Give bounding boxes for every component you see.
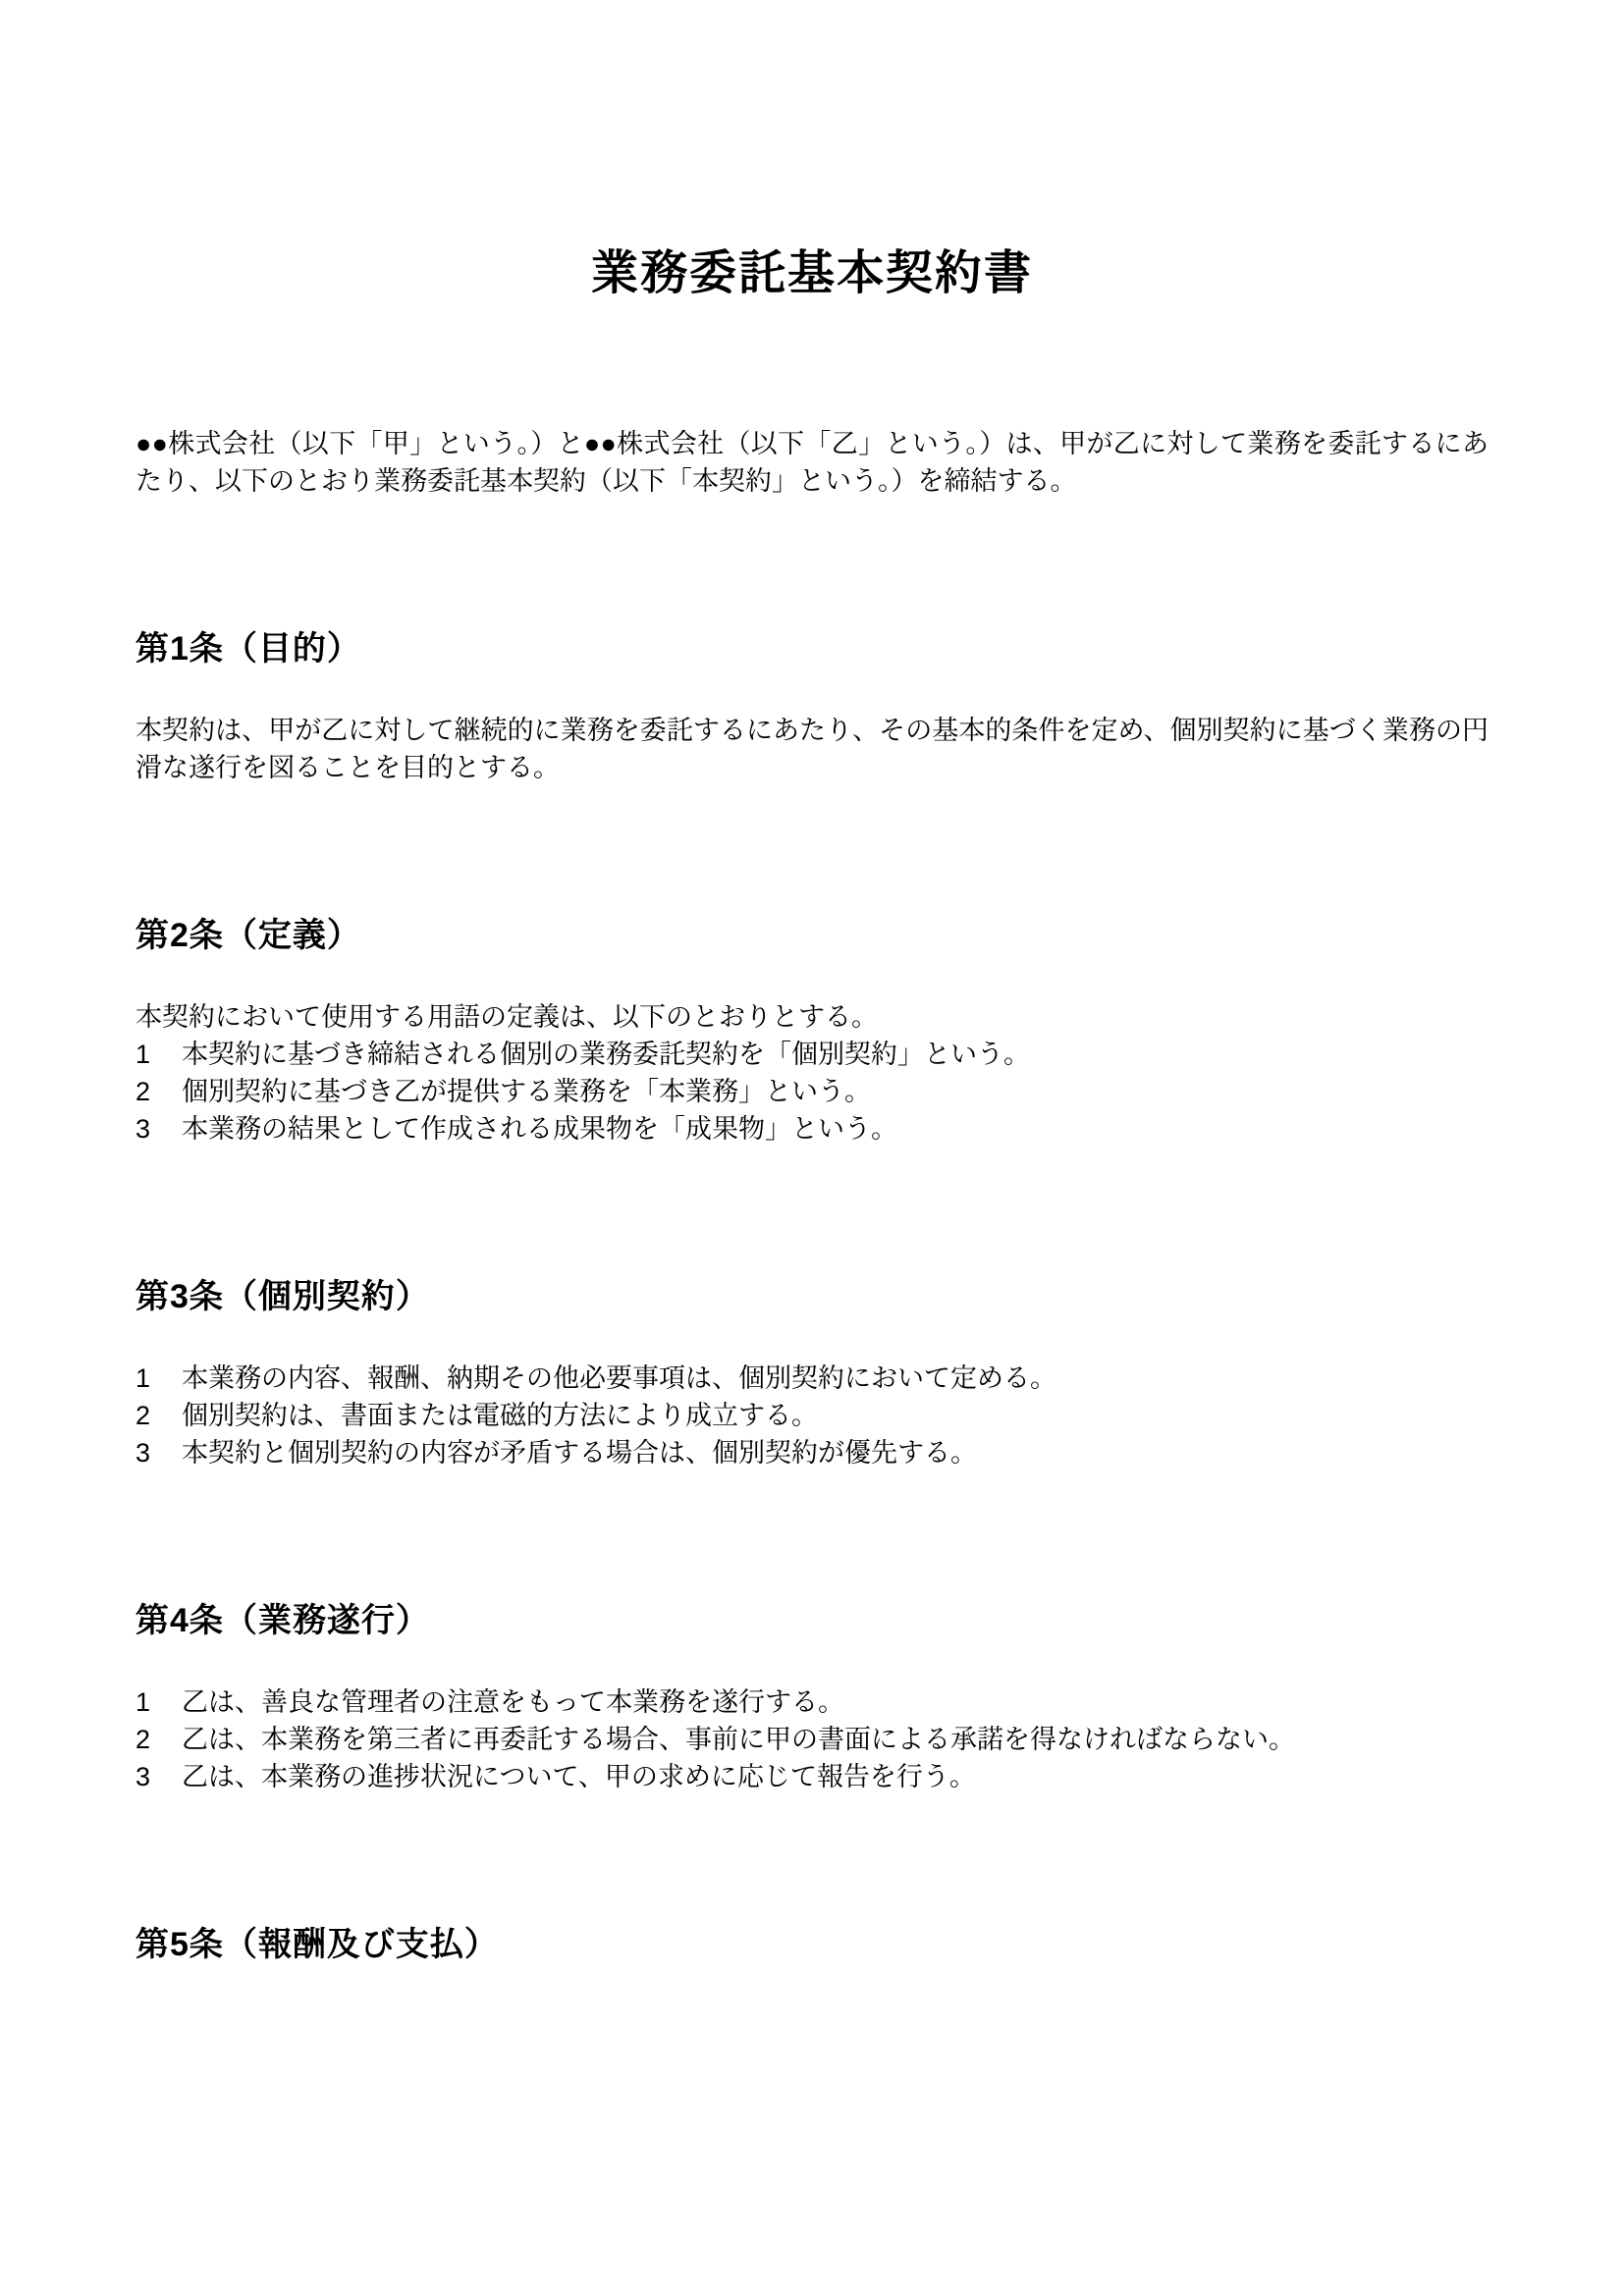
- article-4-item-3: [135, 1758, 1489, 1795]
- item-number: 1: [135, 1362, 151, 1393]
- item-number: 1: [135, 1039, 151, 1069]
- article-2-item-1: [135, 1036, 1489, 1073]
- item-number: 3: [135, 1761, 151, 1791]
- item-text: 乙は、善良な管理者の注意をもって本業務を遂行する。: [182, 1686, 844, 1717]
- preamble-paragraph: ●●株式会社（以下「甲」という。）と●●株式会社（以下「乙」という。）は、甲が乙に対して業務を委託するにあたり、以下のとおり業務委託基本契約（以下「本契約」という。）を締結する。: [135, 428, 1489, 496]
- item-text: 個別契約は、書面または電磁的方法により成立する。: [182, 1400, 818, 1430]
- article-4-item-2: [135, 1721, 1489, 1758]
- item-text: 本契約と個別契約の内容が矛盾する場合は、個別契約が優先する。: [182, 1437, 977, 1468]
- article-4-heading: 第4条（業務遂行）: [135, 1601, 430, 1639]
- article-1-paragraph: 本契約は、甲が乙に対して継続的に業務を委託するにあたり、その基本的条件を定め、個別契約に基づく業務の円滑な遂行を図ることを目的とする。: [135, 715, 1489, 782]
- article-3-item-1: [135, 1360, 1489, 1397]
- item-number: 2: [135, 1724, 151, 1754]
- article-3-section: [135, 1275, 1489, 1471]
- article-3-item-3: [135, 1434, 1489, 1471]
- item-number: 2: [135, 1400, 151, 1430]
- article-5-heading: 第5条（報酬及び支払）: [135, 1925, 499, 1963]
- article-4-section: [135, 1599, 1489, 1795]
- item-text: 乙は、本業務の進捗状況について、甲の求めに応じて報告を行う。: [182, 1761, 976, 1791]
- item-number: 1: [135, 1686, 151, 1717]
- article-2-section: [135, 914, 1489, 1148]
- article-4-item-1: [135, 1683, 1489, 1721]
- document-title: 業務委託基本契約書: [590, 247, 1033, 299]
- article-3-heading: 第3条（個別契約）: [135, 1277, 430, 1315]
- item-text: 本業務の結果として作成される成果物を「成果物」という。: [182, 1113, 897, 1144]
- article-1-section: [135, 627, 1489, 786]
- article-2-item-2: [135, 1073, 1489, 1110]
- item-text: 乙は、本業務を第三者に再委託する場合、事前に甲の書面による承諾を得なければならない。: [182, 1724, 1295, 1754]
- article-3-item-2: [135, 1397, 1489, 1434]
- item-text: 本契約に基づき締結される個別の業務委託契約を「個別契約」という。: [182, 1039, 1030, 1069]
- item-number: 3: [135, 1113, 151, 1144]
- article-2-item-3: [135, 1110, 1489, 1148]
- article-2-heading: 第2条（定義）: [135, 916, 361, 954]
- article-5-section: [135, 1923, 1489, 1966]
- item-text: 本業務の内容、報酬、納期その他必要事項は、個別契約において定める。: [182, 1362, 1056, 1393]
- item-text: 個別契約に基づき乙が提供する業務を「本業務」という。: [182, 1076, 871, 1106]
- item-number: 2: [135, 1076, 151, 1106]
- article-1-heading: 第1条（目的）: [135, 629, 361, 667]
- article-2-paragraph: 本契約において使用する用語の定義は、以下のとおりとする。: [135, 1001, 878, 1032]
- item-number: 3: [135, 1437, 151, 1468]
